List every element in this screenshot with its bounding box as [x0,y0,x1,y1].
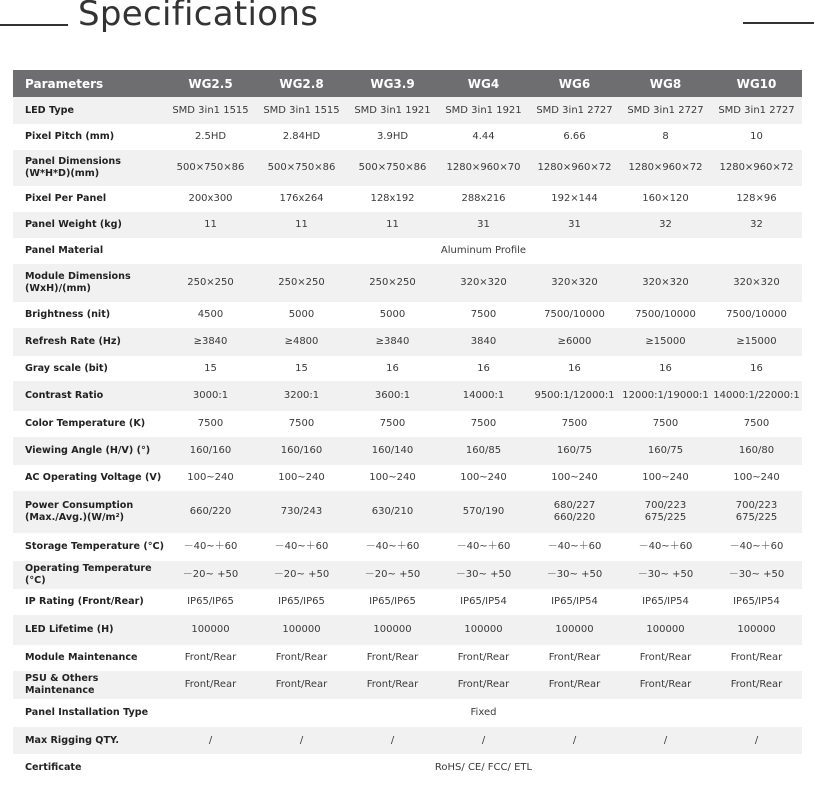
row-label: Pixel Pitch (mm) [13,124,165,150]
spanning-cell: Fixed [165,699,802,727]
table-cell: ≥6000 [529,328,620,356]
table-cell: 100~240 [711,465,802,491]
table-cell: 320×320 [620,264,711,302]
row-label: LED Lifetime (H) [13,615,165,645]
row-label: Panel Material [13,238,165,264]
table-cell: Front/Rear [529,671,620,699]
table-cell: / [620,727,711,754]
table-row [13,238,802,264]
table-cell: 16 [529,356,620,381]
header-model: WG8 [620,70,711,97]
row-label: Panel Weight (kg) [13,212,165,238]
table-cell: －40~＋60 [438,533,529,561]
table-cell: 7500/10000 [620,302,711,328]
table-cell: 730/243 [256,491,347,533]
table-cell: 5000 [347,302,438,328]
table-row [13,186,802,212]
table-cell: 320×320 [711,264,802,302]
table-cell: 660/220 [165,491,256,533]
table-cell: 100000 [711,615,802,645]
table-cell: 14000:1 [438,381,529,411]
table-row [13,533,802,561]
table-cell: 31 [438,212,529,238]
table-cell: SMD 3in1 2727 [529,97,620,124]
table-cell: 5000 [256,302,347,328]
table-row [13,437,802,465]
table-cell: －30~ +50 [529,561,620,589]
table-cell: SMD 3in1 1515 [165,97,256,124]
table-cell: 31 [529,212,620,238]
table-body [13,97,802,782]
table-cell: 3200:1 [256,381,347,411]
table-cell: －40~＋60 [256,533,347,561]
table-cell: Front/Rear [438,671,529,699]
table-cell: 700/223 675/225 [711,491,802,533]
page-title: Specifications [78,0,319,34]
table-cell: IP65/IP54 [438,589,529,615]
table-row [13,561,802,589]
row-label: Viewing Angle (H/V) (°) [13,437,165,465]
table-cell: 1280×960×72 [711,150,802,186]
table-cell: 192×144 [529,186,620,212]
table-cell: Front/Rear [438,645,529,671]
table-cell: 100000 [438,615,529,645]
table-cell: Front/Rear [620,645,711,671]
table-cell: 16 [620,356,711,381]
table-cell: 160×120 [620,186,711,212]
table-cell: 100000 [256,615,347,645]
row-label: Panel Dimensions (W*H*D)(mm) [13,150,165,186]
row-label: Power Consumption (Max./Avg.)(W/m²) [13,491,165,533]
table-cell: －30~ +50 [620,561,711,589]
table-cell: 32 [620,212,711,238]
row-label: Storage Temperature (°C) [13,533,165,561]
title-bar [0,0,814,44]
table-cell: 7500 [620,411,711,437]
table-cell: Front/Rear [347,671,438,699]
header-parameters: Parameters [13,70,165,97]
row-label: Module Dimensions (WxH)/(mm) [13,264,165,302]
table-row [13,328,802,356]
table-cell: 16 [711,356,802,381]
table-cell: 7500 [529,411,620,437]
table-cell: 11 [347,212,438,238]
table-cell: Front/Rear [620,671,711,699]
table-cell: 500×750×86 [256,150,347,186]
table-row [13,491,802,533]
table-cell: 160/75 [529,437,620,465]
row-label: Refresh Rate (Hz) [13,328,165,356]
table-row [13,150,802,186]
table-cell: 7500/10000 [529,302,620,328]
table-cell: IP65/IP65 [347,589,438,615]
table-cell: / [256,727,347,754]
header-model: WG4 [438,70,529,97]
table-cell: Front/Rear [165,645,256,671]
row-label: Certificate [13,754,165,782]
row-label: Operating Temperature (°C) [13,561,165,589]
table-cell: 16 [347,356,438,381]
table-cell: Front/Rear [256,671,347,699]
header-model: WG2.8 [256,70,347,97]
table-cell: 7500 [256,411,347,437]
row-label: Pixel Per Panel [13,186,165,212]
table-cell: 7500 [711,411,802,437]
table-row [13,356,802,381]
table-cell: －40~＋60 [529,533,620,561]
table-cell: 100000 [529,615,620,645]
table-cell: 7500 [165,411,256,437]
table-cell: 570/190 [438,491,529,533]
table-cell: 100~240 [256,465,347,491]
table-cell: －30~ +50 [438,561,529,589]
table-cell: 7500 [438,302,529,328]
specifications-table [13,70,802,782]
table-cell: 6.66 [529,124,620,150]
table-cell: －40~＋60 [620,533,711,561]
table-cell: －20~ +50 [347,561,438,589]
table-cell: 288x216 [438,186,529,212]
table-row [13,124,802,150]
table-row [13,97,802,124]
table-cell: / [529,727,620,754]
table-cell: 320×320 [529,264,620,302]
header-model: WG6 [529,70,620,97]
table-cell: ≥3840 [165,328,256,356]
table-cell: SMD 3in1 2727 [711,97,802,124]
table-cell: Front/Rear [347,645,438,671]
table-cell: Front/Rear [165,671,256,699]
table-cell: 3.9HD [347,124,438,150]
table-row [13,615,802,645]
table-cell: 128x192 [347,186,438,212]
table-cell: Front/Rear [529,645,620,671]
table-cell: ≥3840 [347,328,438,356]
table-cell: 100000 [165,615,256,645]
table-cell: IP65/IP65 [256,589,347,615]
header-model: WG10 [711,70,802,97]
table-cell: 4.44 [438,124,529,150]
table-cell: 160/75 [620,437,711,465]
table-cell: 7500/10000 [711,302,802,328]
table-header-row [13,70,802,97]
table-cell: / [347,727,438,754]
header-model: WG2.5 [165,70,256,97]
row-label: Color Temperature (K) [13,411,165,437]
row-label: Gray scale (bit) [13,356,165,381]
table-cell: 15 [256,356,347,381]
table-cell: 1280×960×70 [438,150,529,186]
table-cell: 160/80 [711,437,802,465]
table-cell: 2.5HD [165,124,256,150]
row-label: Brightness (nit) [13,302,165,328]
table-cell: 500×750×86 [165,150,256,186]
table-cell: 14000:1/22000:1 [711,381,802,411]
table-cell: 176x264 [256,186,347,212]
title-rule-right [743,22,814,24]
table-cell: 12000:1/19000:1 [620,381,711,411]
table-row [13,411,802,437]
table-cell: Front/Rear [256,645,347,671]
table-row [13,465,802,491]
table-cell: IP65/IP54 [529,589,620,615]
table-cell: 3600:1 [347,381,438,411]
table-cell: 100000 [347,615,438,645]
row-label: IP Rating (Front/Rear) [13,589,165,615]
row-label: Panel Installation Type [13,699,165,727]
table-cell: SMD 3in1 1921 [347,97,438,124]
table-cell: 1280×960×72 [620,150,711,186]
table-cell: 32 [711,212,802,238]
table-cell: 2.84HD [256,124,347,150]
table-cell: SMD 3in1 1921 [438,97,529,124]
table-cell: 128×96 [711,186,802,212]
table-cell: 160/140 [347,437,438,465]
table-cell: 7500 [438,411,529,437]
table-cell: 700/223 675/225 [620,491,711,533]
table-cell: SMD 3in1 1515 [256,97,347,124]
row-label: Module Maintenance [13,645,165,671]
title-rule-left [0,24,68,26]
table-cell: 160/160 [165,437,256,465]
spanning-cell: RoHS/ CE/ FCC/ ETL [165,754,802,782]
table-cell: 9500:1/12000:1 [529,381,620,411]
table-cell: ≥15000 [620,328,711,356]
row-label: AC Operating Voltage (V) [13,465,165,491]
table-row [13,381,802,411]
table-cell: 630/210 [347,491,438,533]
table-cell: / [165,727,256,754]
table-cell: 100~240 [347,465,438,491]
table-cell: / [438,727,529,754]
table-cell: －40~＋60 [165,533,256,561]
table-cell: IP65/IP65 [165,589,256,615]
table-cell: 500×750×86 [347,150,438,186]
header-model: WG3.9 [347,70,438,97]
table-row [13,671,802,699]
table-cell: ≥4800 [256,328,347,356]
row-label: PSU & Others Maintenance [13,671,165,699]
table-cell: 250×250 [165,264,256,302]
table-cell: 200x300 [165,186,256,212]
table-cell: 15 [165,356,256,381]
table-cell: 100~240 [620,465,711,491]
table-cell: 8 [620,124,711,150]
table-row [13,212,802,238]
table-cell: 250×250 [256,264,347,302]
table-row [13,302,802,328]
table-cell: 250×250 [347,264,438,302]
table-cell: IP65/IP54 [711,589,802,615]
table-cell: 11 [165,212,256,238]
table-row [13,264,802,302]
table-row [13,645,802,671]
table-row [13,727,802,754]
table-cell: 320×320 [438,264,529,302]
table-cell: －20~ +50 [256,561,347,589]
table-cell: 16 [438,356,529,381]
table-cell: SMD 3in1 2727 [620,97,711,124]
table-cell: －30~ +50 [711,561,802,589]
table-cell: －20~ +50 [165,561,256,589]
table-cell: 680/227 660/220 [529,491,620,533]
row-label: Contrast Ratio [13,381,165,411]
table-cell: －40~＋60 [711,533,802,561]
table-cell: 3000:1 [165,381,256,411]
table-cell: IP65/IP54 [620,589,711,615]
table-cell: 100~240 [438,465,529,491]
table-cell: 11 [256,212,347,238]
table-cell: Front/Rear [711,645,802,671]
table-cell: ≥15000 [711,328,802,356]
table-cell: 10 [711,124,802,150]
table-cell: 1280×960×72 [529,150,620,186]
table-cell: 100~240 [165,465,256,491]
table-cell: －40~＋60 [347,533,438,561]
row-label: Max Rigging QTY. [13,727,165,754]
table-cell: 100000 [620,615,711,645]
table-cell: 7500 [347,411,438,437]
table-cell: 160/85 [438,437,529,465]
table-cell: 100~240 [529,465,620,491]
table-row [13,589,802,615]
row-label: LED Type [13,97,165,124]
table-cell: 3840 [438,328,529,356]
table-row [13,699,802,727]
table-cell: 4500 [165,302,256,328]
table-cell: 160/160 [256,437,347,465]
table-row [13,754,802,782]
spanning-cell: Aluminum Profile [165,238,802,264]
table-cell: Front/Rear [711,671,802,699]
table-cell: / [711,727,802,754]
